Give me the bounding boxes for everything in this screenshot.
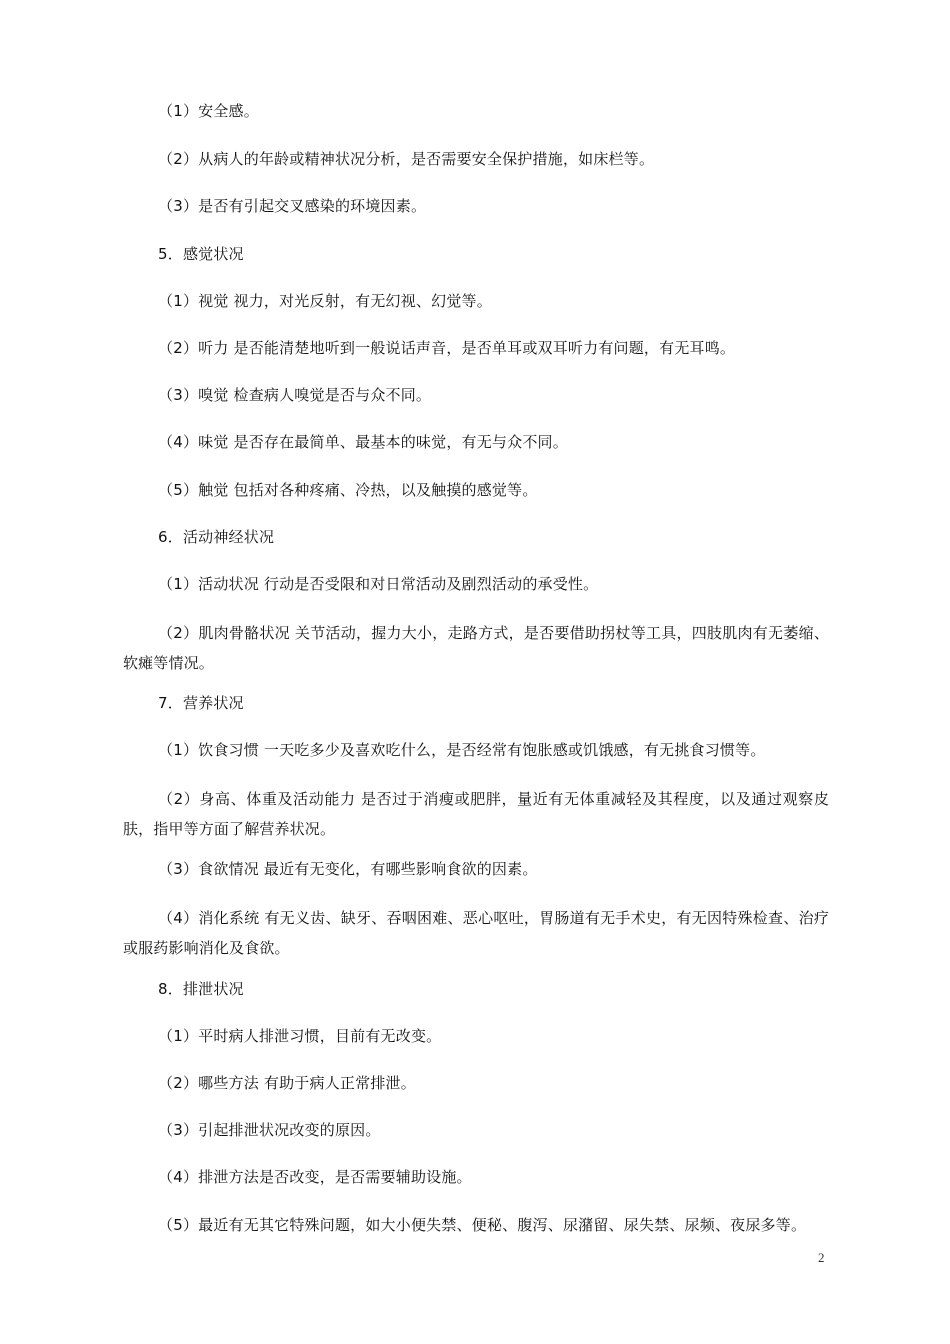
section-heading-sensory: 5．感觉状况 [158, 245, 244, 263]
paragraph-height-weight: （2）身高、体重及活动能力 是否过于消瘦或肥胖，量近有无体重减轻及其程度，以及通过观察皮肤，指甲等方面了解营养状况。 [123, 790, 829, 838]
section-heading-nutrition: 7．营养状况 [158, 694, 244, 712]
section-heading-excretion: 8．排泄状况 [158, 980, 244, 998]
section-heading-activity: 6．活动神经状况 [158, 528, 275, 546]
paragraph-vision: （1）视觉 视力，对光反射，有无幻视、幻觉等。 [158, 292, 492, 310]
paragraph-cross-infection: （3）是否有引起交叉感染的环境因素。 [158, 197, 427, 215]
paragraph-excretion-aids: （4）排泄方法是否改变，是否需要辅助设施。 [158, 1168, 472, 1186]
paragraph-safety-protection: （2）从病人的年龄或精神状况分析，是否需要安全保护措施，如床栏等。 [158, 150, 655, 168]
paragraph-hearing: （2）听力 是否能清楚地听到一般说话声音，是否单耳或双耳听力有问题，有无耳鸣。 [158, 339, 736, 357]
paragraph-excretion-causes: （3）引起排泄状况改变的原因。 [158, 1121, 381, 1139]
paragraph-activity-status: （1）活动状况 行动是否受限和对日常活动及剧烈活动的承受性。 [158, 575, 599, 593]
paragraph-special-problems: （5）最近有无其它特殊问题，如大小便失禁、便秘、腹泻、尿潴留、尿失禁、尿频、夜尿多等。 [158, 1216, 807, 1234]
paragraph-touch: （5）触觉 包括对各种疼痛、冷热，以及触摸的感觉等。 [158, 481, 538, 499]
paragraph-excretion-methods: （2）哪些方法 有助于病人正常排泄。 [158, 1074, 416, 1092]
paragraph-excretion-habits: （1）平时病人排泄习惯，目前有无改变。 [158, 1027, 442, 1045]
paragraph-eating-habits: （1）饮食习惯 一天吃多少及喜欢吃什么，是否经常有饱胀感或饥饿感，有无挑食习惯等。 [158, 741, 766, 759]
paragraph-smell: （3）嗅觉 检查病人嗅觉是否与众不同。 [158, 386, 432, 404]
paragraph-safety-feeling: （1）安全感。 [158, 102, 259, 120]
paragraph-taste: （4）味觉 是否存在最简单、最基本的味觉，有无与众不同。 [158, 433, 568, 451]
page-number: 2 [818, 1250, 825, 1265]
paragraph-musculoskeletal: （2）肌肉骨骼状况 关节活动，握力大小，走路方式，是否要借助拐杖等工具，四肢肌肉有无萎缩、软瘫等情况。 [123, 624, 829, 672]
paragraph-digestive-system: （4）消化系统 有无义齿、缺牙、吞咽困难、恶心呕吐，胃肠道有无手术史，有无因特殊检查、治疗或服药影响消化及食欲。 [123, 909, 829, 957]
paragraph-appetite: （3）食欲情况 最近有无变化，有哪些影响食欲的因素。 [158, 860, 538, 878]
